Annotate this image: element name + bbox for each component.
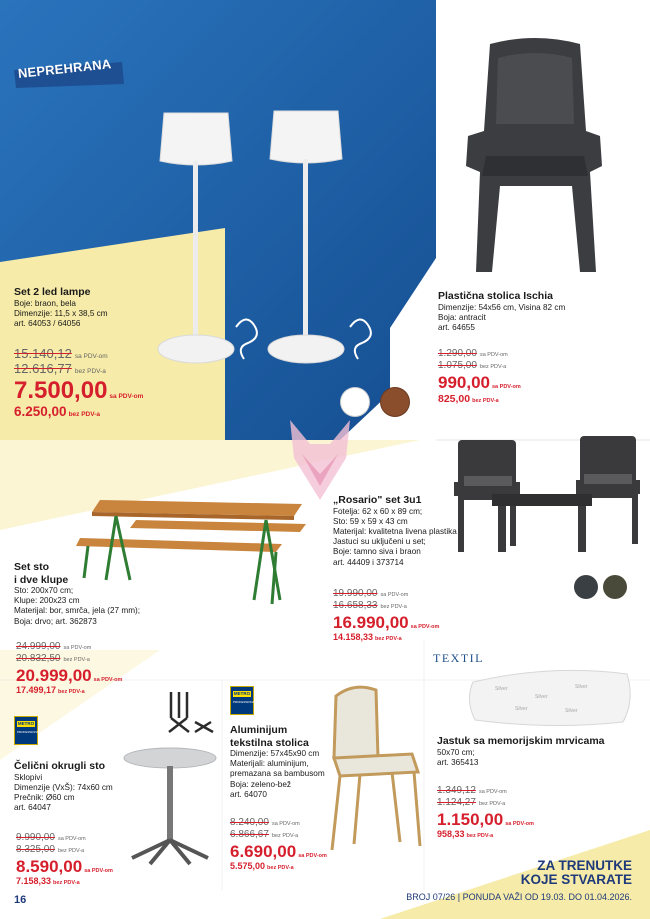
folded-steel-table-image <box>165 688 217 736</box>
product-steel-table <box>14 760 124 813</box>
product-desc-5: Boje: tamno siva i braon <box>333 547 421 557</box>
alu-chair-new-net: 5.575,00 bez PDV-a <box>230 861 294 871</box>
product-rosario <box>333 494 523 568</box>
product-name-line1: Set sto <box>14 561 50 573</box>
lamps-old-gross: 15.140,12 sa PDV-om <box>14 346 108 361</box>
footer-issue: BROJ 07/26 | PONUDA VAŽI OD 19.03. DO 01.04.2026. <box>406 892 632 902</box>
textil-brand-logo: TEXTIL <box>433 651 484 665</box>
steel-table-old-gross: 9.990,00 sa PDV-om <box>16 832 86 843</box>
page-number: 16 <box>14 894 27 906</box>
product-desc-3: premazana sa bambusom <box>230 769 325 779</box>
product-desc-3: Materijal: kvalitetna livena plastika <box>333 526 457 536</box>
steel-table-old-net: 8.325,00 bez PDV-a <box>16 844 85 855</box>
lamp-color-swatch-brown[interactable] <box>381 388 409 416</box>
product-desc-1: Dimenzije: 54x56 cm, Visina 82 cm <box>438 302 566 312</box>
product-desc-4: art. 64047 <box>14 803 51 813</box>
lamp-cable-2 <box>350 319 371 359</box>
product-desc-1: Fotelja: 62 x 60 x 89 cm; <box>333 506 423 516</box>
led-lamps-image <box>150 105 400 375</box>
svg-text:Silver: Silver <box>515 706 528 712</box>
product-desc-3: art. 64655 <box>438 322 475 332</box>
product-chair <box>438 290 638 333</box>
lamps-old-net: 12.616,77 bez PDV-a <box>14 361 106 376</box>
product-name: „Rosario" set 3u1 <box>333 494 422 506</box>
lamp-color-swatch-white[interactable] <box>341 388 369 416</box>
table-set-new-gross: 20.999,00 sa PDV-om <box>16 666 123 685</box>
product-name: Set 2 led lampe <box>14 286 91 298</box>
alu-chair-old-net: 6.866,67 bez PDV-a <box>230 829 299 840</box>
product-name-line1: Aluminijum <box>230 724 288 736</box>
product-desc-2: Dimenzije: 11,5 x 38,5 cm <box>14 308 108 318</box>
product-name-line2: tekstilna stolica <box>230 736 309 749</box>
chair-new-gross: 990,00 sa PDV-om <box>438 373 521 392</box>
footer-slogan-line2: KOJE STVARATE <box>520 872 632 887</box>
svg-text:Silver: Silver <box>565 708 578 714</box>
lamps-new-net: 6.250,00 bez PDV-a <box>14 404 100 419</box>
product-desc-1: Sklopivi <box>14 772 43 782</box>
rosario-old-net: 16.658,33 bez PDV-a <box>333 600 407 611</box>
product-desc-4: Boja: zeleno-bež <box>230 779 291 789</box>
lamp-2 <box>268 111 344 363</box>
alu-chair-new-gross: 6.690,00 sa PDV-om <box>230 842 327 861</box>
rosario-new-gross: 16.990,00 sa PDV-om <box>333 613 440 632</box>
product-table-set <box>14 561 214 627</box>
product-name: Čelični okrugli sto <box>14 760 106 772</box>
table-set-new-net: 17.499,17 bez PDV-a <box>16 685 85 695</box>
pillow-image <box>465 668 635 728</box>
product-name: Jastuk sa memorijskim mrvicama <box>437 735 605 747</box>
product-desc-3: art. 64053 / 64056 <box>14 318 81 328</box>
steel-table-new-net: 7.158,33 bez PDV-a <box>16 876 80 886</box>
chair-new-net: 825,00 bez PDV-a <box>438 393 499 405</box>
rosario-swatch-gray[interactable] <box>574 575 598 599</box>
product-name: Plastična stolica Ischia <box>438 290 553 302</box>
alu-chair-old-gross: 8.240,00 sa PDV-om <box>230 817 300 828</box>
table-set-old-gross: 24.999,00 sa PDV-om <box>16 641 92 652</box>
metro-professional-badge-2: METRO PROFESSIONAL <box>230 686 254 715</box>
product-desc-2: art. 365413 <box>437 757 479 767</box>
product-desc-1: Boje: braon, bela <box>14 298 76 308</box>
product-desc-3: Prečnik: Ø60 cm <box>14 792 75 802</box>
plastic-chair-image <box>450 36 620 276</box>
svg-text:Silver: Silver <box>495 686 508 692</box>
chair-old-net: 1.075,00 bez PDV-a <box>438 360 507 371</box>
product-desc-4: Boja: drvo; art. 362873 <box>14 616 97 626</box>
product-desc-1: Dimenzije: 57x45x90 cm <box>230 749 320 758</box>
product-desc-3: Materijal: bor, smrča, jela (27 mm); <box>14 606 141 616</box>
product-name-line2: i dve klupe <box>14 573 69 586</box>
rosario-old-gross: 19.990,00 sa PDV-om <box>333 588 409 599</box>
product-desc-2: Klupe: 200x23 cm <box>14 596 80 606</box>
product-desc-2: Materijali: aluminijum, <box>230 759 309 769</box>
svg-text:Silver: Silver <box>535 694 548 700</box>
product-desc-4: Jastuci su uključeni u set; <box>333 537 426 547</box>
product-desc-6: art. 44409 i 373714 <box>333 557 404 567</box>
product-desc-2: Sto: 59 x 59 x 43 cm <box>333 516 408 526</box>
product-desc-1: 50x70 cm; <box>437 747 475 757</box>
steel-table-image <box>120 746 220 866</box>
pillow-new-net: 958,33 bez PDV-a <box>437 829 494 839</box>
table-set-old-net: 20.832,50 bez PDV-a <box>16 653 90 664</box>
chair-old-gross: 1.290,00 sa PDV-om <box>438 348 508 359</box>
lamp-cable-1 <box>236 319 257 359</box>
product-desc-5: art. 64070 <box>230 789 267 799</box>
product-desc-1: Sto: 200x70 cm; <box>14 586 74 595</box>
lamps-new-gross: 7.500,00 sa PDV-om <box>14 377 144 404</box>
product-lamps <box>14 286 214 329</box>
product-alu-chair <box>230 724 340 800</box>
metro-professional-badge-1: METRO PROFESSIONAL <box>14 716 38 745</box>
footer-slogan <box>521 859 632 887</box>
footer-slogan-line1: ZA TRENUTKE <box>537 858 632 873</box>
product-desc-2: Dimenzije (VxŠ): 74x60 cm <box>14 782 113 792</box>
pillow-old-net: 1.124,27 bez PDV-a <box>437 797 506 808</box>
svg-text:Silver: Silver <box>575 684 588 690</box>
rosario-new-net: 14.158,33 bez PDV-a <box>333 632 402 642</box>
product-desc-2: Boja: antracit <box>438 312 486 322</box>
pillow-old-gross: 1.349,12 sa PDV-om <box>437 785 507 796</box>
pillow-new-gross: 1.150,00 sa PDV-om <box>437 810 534 829</box>
rosario-swatch-brown[interactable] <box>603 575 627 599</box>
product-pillow <box>437 735 637 768</box>
section-tag: NEPREHRANA <box>17 56 113 81</box>
steel-table-new-gross: 8.590,00 sa PDV-om <box>16 857 113 876</box>
